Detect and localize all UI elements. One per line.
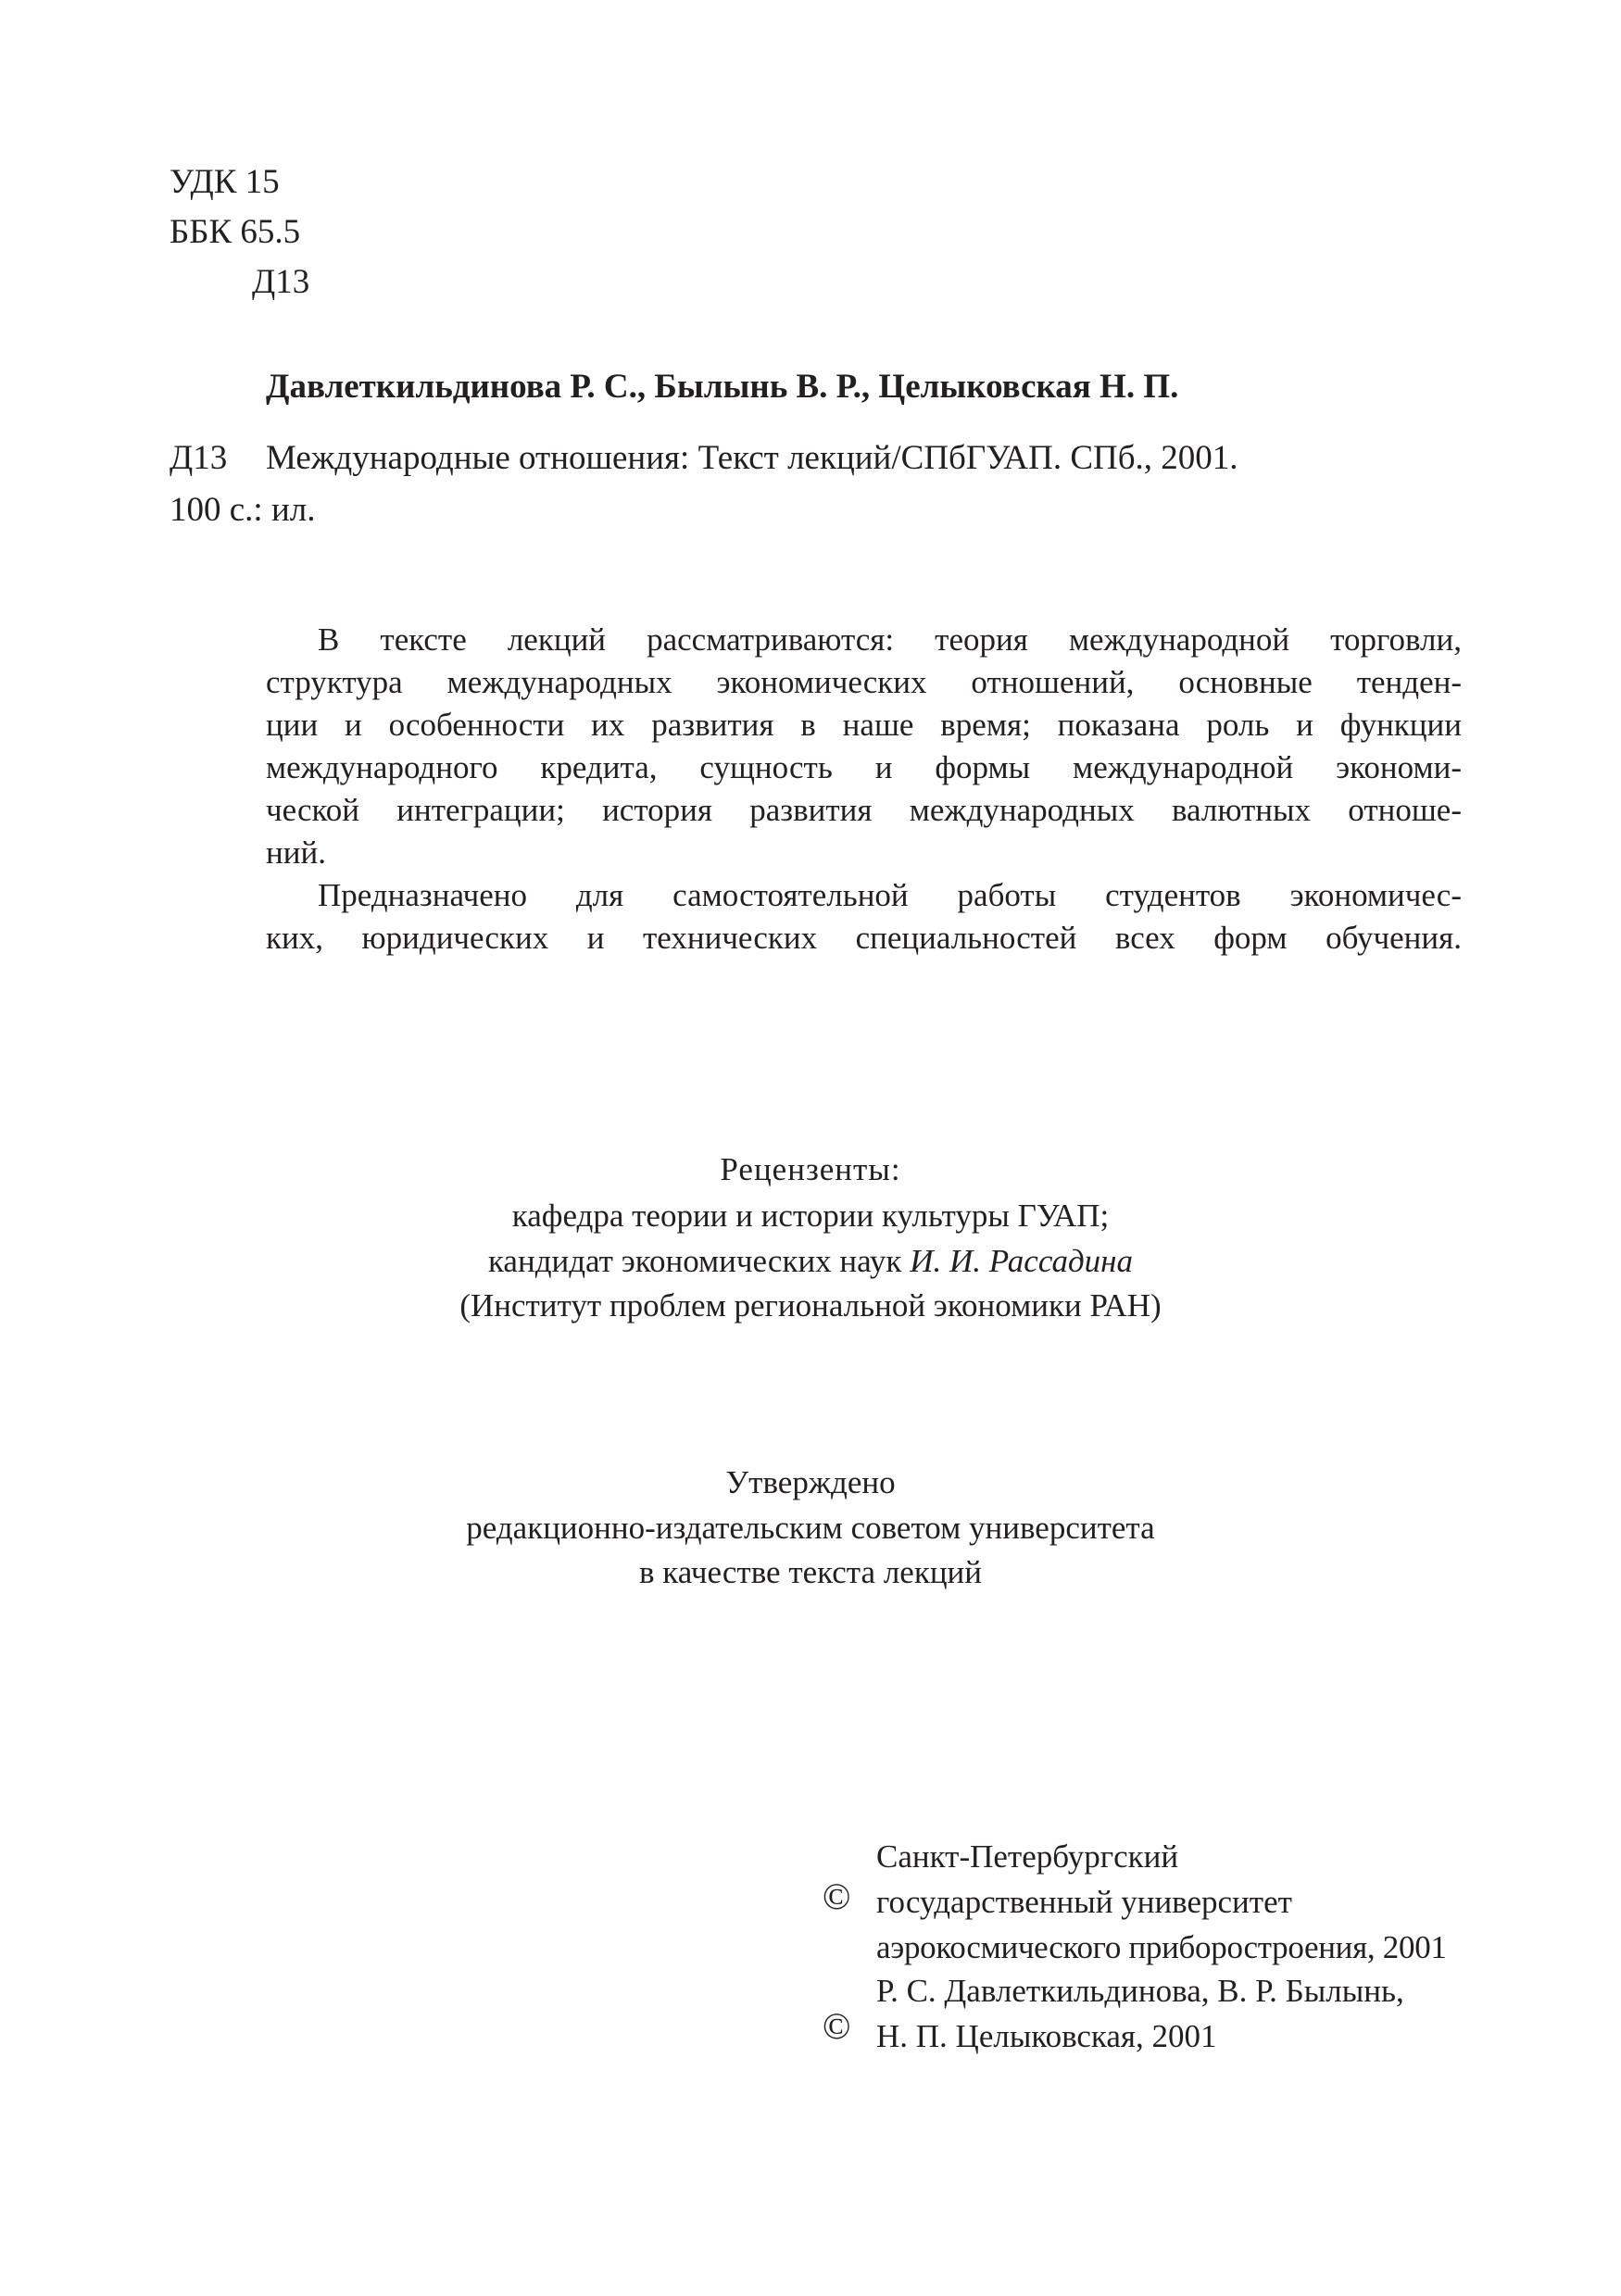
bbk-code: ББК 65.5 [170,213,301,251]
authors-line: Давлеткильдинова Р. С., Былынь В. Р., Целыковская Н. П. [266,368,1179,406]
reviewer-department: кафедра теории и истории культуры ГУАП; [511,1198,1110,1234]
author-mark: Д13 [252,263,310,301]
reviewer-candidate-name: И. И. Рассадина [910,1243,1134,1279]
copyright-line: Санкт-Петербургский [876,1838,1179,1875]
reviewers-heading: Рецензенты: [720,1151,901,1187]
abstract-line: ний. [266,834,326,871]
reviewer-institute: (Институт проблем региональной экономики РАН) [459,1287,1162,1324]
purpose-line: ких, юридических и технических специальностей всех форм обучения. [266,920,1462,956]
copyright-authors [876,1968,1404,2059]
copyright-line: Н. П. Целыковская, 2001 [876,2018,1217,2054]
abstract-line: В тексте лекций рассматриваются: теория международной торговли, [318,621,1462,658]
reviewer-candidate [0,1240,1621,1283]
copyright-symbol-icon: © [823,1876,851,1917]
copyright-symbol-icon: © [823,2005,851,2047]
purpose-line: Предназначено для самостоятельной работы студентов экономичес- [318,877,1462,913]
copyright-line: аэрокосмического приборостроения, 2001 [876,1929,1447,1965]
abstract-line: международного кредита, сущность и формы международной экономи- [266,749,1462,785]
abstract-line: ции и особенности их развития в наше время; показана роль и функции [266,707,1462,743]
bib-mark: Д13 [170,439,228,477]
abstract-line: ческой интеграции; история развития международных валютных отноше- [266,792,1462,828]
approval-line-1: Утверждено [725,1464,896,1500]
udk-code: УДК 15 [170,163,280,201]
copyright-line: Р. С. Давлеткильдинова, В. Р. Былынь, [876,1973,1404,2009]
approval-line-2: редакционно-издательским советом университета [466,1510,1155,1546]
bib-pages: 100 с.: ил. [170,491,316,529]
copyright-line: государственный университет [876,1884,1292,1920]
approval-line-3: в качестве текста лекций [638,1554,983,1590]
copyright-university [876,1834,1447,1970]
abstract-line: структура международных экономических отношений, основные тенден- [266,664,1462,700]
bib-title-line: Международные отношения: Текст лекций/СПбГУАП. СПб., 2001. [266,439,1238,477]
abstract-block [266,619,1462,960]
reviewer-candidate-prefix: кандидат экономических наук [487,1243,902,1279]
